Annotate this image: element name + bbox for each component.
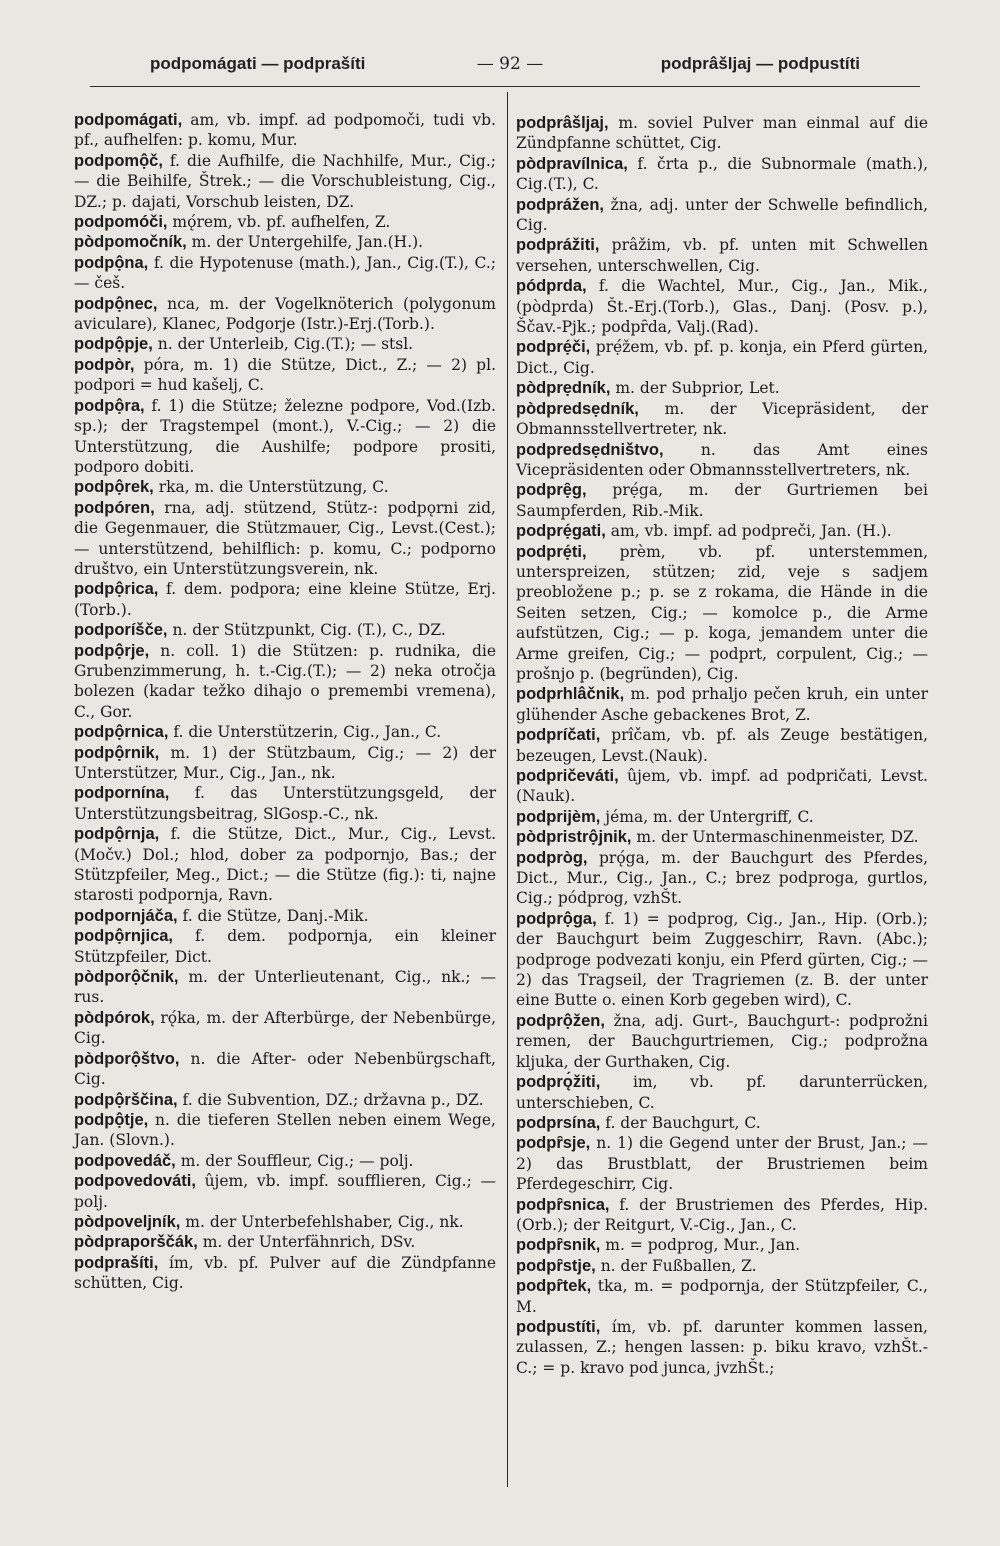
entry-definition: m. = podprog, Mur., Jan. [600, 1236, 801, 1255]
dictionary-entry [516, 1235, 928, 1255]
entry-definition: f. 1) = podprog, Cig., Jan., Hip. (Orb.); der Bauchgurt beim Zuggeschirr, Ravn. (Abc.); podproge podvezati konju, ein Pferd gürten, Cig.; — 2) das Tragseil, der Tragriemen (z. B. der unter eine Butte o. einen Korb gegeben wird), C. [516, 909, 928, 1010]
entry-definition: m. soviel Pulver man einmal auf die Zündpfanne schüttet, Cig. [516, 114, 928, 153]
entry-headword: podprẹ̑g, [516, 481, 587, 500]
column-divider [507, 92, 508, 1487]
entry-headword: podprẹ́gati, [516, 522, 606, 541]
running-head-left: podpomágati — podprašíti [150, 54, 366, 73]
entry-headword: podpredsẹdništvo, [516, 440, 664, 459]
dictionary-entry [74, 722, 496, 742]
entry-headword: podpộrica, [74, 580, 159, 599]
entry-headword: podprâšljaj, [516, 114, 609, 132]
header-rule [90, 86, 920, 87]
entry-headword: podpomágati, [74, 111, 183, 129]
dictionary-entry [516, 1276, 928, 1317]
running-head-right: podprâšljaj — podpustíti [660, 54, 860, 73]
entry-definition: f. die Unterstützerin, Cig., Jan., C. [168, 723, 442, 742]
entry-definition: im, vb. pf. darunterrücken, unterschieben, C. [516, 1073, 928, 1112]
entry-headword: podprážiti, [516, 236, 600, 255]
dictionary-entry [74, 1232, 496, 1252]
entry-definition: n. der Unterleib, Cig.(T.); — stsl. [152, 335, 414, 354]
dictionary-entry [74, 579, 496, 620]
right-column [516, 113, 928, 1378]
entry-headword: podpȓsje, [516, 1134, 591, 1153]
running-head [150, 54, 860, 80]
entry-headword: podpộrje, [74, 641, 150, 660]
dictionary-entry [74, 355, 496, 396]
dictionary-entry [74, 967, 496, 1008]
entry-definition: f. die Wachtel, Mur., Cig., Jan., Mik., (pòdprda) Št.-Erj.(Torb.), Glas., Danj. (Posv. p.), Ščav.-Pjk.; podpȓda, Valj.(Rad). [516, 277, 928, 337]
entry-headword: podpộrnjica, [74, 927, 173, 946]
entry-definition: rǫ́ka, m. der Afterbürge, der Nebenbürge, Cig. [74, 1008, 496, 1048]
entry-definition: m. der Unterlieutenant, Cig., nk.; — rus. [74, 968, 496, 1007]
entry-headword: podprijèm, [516, 807, 601, 826]
dictionary-entry [74, 253, 496, 294]
entry-headword: podpovedáč, [74, 1151, 176, 1170]
entry-headword: podpornjáča, [74, 906, 178, 925]
entry-definition: jéma, m. der Untergriff, C. [600, 807, 814, 826]
dictionary-entry [74, 1212, 496, 1232]
entry-headword: podpộrnja, [74, 825, 160, 844]
entry-headword: podpornína, [74, 784, 170, 803]
dictionary-entry [516, 1113, 928, 1133]
entry-definition: rka, m. die Unterstützung, C. [153, 478, 389, 497]
entry-headword: podpȓsnik, [516, 1236, 601, 1255]
dictionary-entry [74, 926, 496, 967]
dictionary-entry [74, 783, 496, 824]
entry-headword: pòdpravílnica, [516, 154, 628, 173]
entry-headword: podpovedováti, [74, 1172, 196, 1191]
entry-definition: f. 1) die Stütze; železne podpore, Vod.(Izb. sp.); der Tragstempel (mont.), V.-Cig.; — 2) die Unterstützung, die Aushilfe; podpore prositi, podporo dobiti. [74, 396, 496, 476]
entry-definition: prèm, vb. pf. unterstemmen, unterspreizen, stützen; zid, veje s sadjem preobložene p.; p. se z rokama, die Hände in die Seiten setzen, Cig.; — komolce p., die Arme aufstützen, Cig.; — p. koga, jemandem unter die Arme greifen, Cig.; — podprt, corpulent, Cig.; — prošnjo p. (begründen), Cig. [516, 542, 928, 683]
entry-headword: podpomóči, [74, 213, 168, 232]
entry-headword: podpóren, [74, 498, 155, 517]
entry-headword: podpộtje, [74, 1110, 149, 1129]
dictionary-entry [516, 440, 928, 481]
entry-headword: podpȓstje, [516, 1256, 596, 1275]
entry-headword: pòdpraporščák, [74, 1233, 198, 1252]
entry-definition: f. črta p., die Subnormale (math.), Cig.(T.), C. [516, 154, 928, 194]
entry-definition: ûjem, vb. impf. ad podpričati, Levst.(Nauk). [516, 767, 928, 806]
entry-definition: f. die Hypotenuse (math.), Jan., Cig.(T.), C.; — češ. [74, 253, 496, 293]
entry-definition: ím, vb. pf. Pulver auf die Zündpfanne schütten, Cig. [74, 1253, 496, 1293]
entry-headword: pòdprẹdník, [516, 379, 611, 398]
entry-definition: m. der Souffleur, Cig.; — polj. [175, 1151, 414, 1170]
entry-definition: m. 1) der Stützbaum, Cig.; — 2) der Unterstützer, Mur., Cig., Jan., nk. [74, 743, 496, 782]
dictionary-entry [74, 477, 496, 497]
entry-definition: žna, adj. Gurt-, Bauchgurt-: podprožni remen, der Bauchgurtriemen, Cig.; podprožna kljuka, der Gurthaken, Cig. [516, 1011, 928, 1071]
entry-definition: prâžim, vb. pf. unten mit Schwellen versehen, unterschwellen, Cig. [516, 236, 928, 275]
entry-headword: pòdporộštvo, [74, 1049, 180, 1068]
entry-definition: n. das Amt eines Vicepräsidenten oder Obmannsstellvertreters, nk. [516, 440, 928, 479]
left-column [74, 110, 496, 1294]
dictionary-entry [74, 151, 496, 212]
dictionary-entry [74, 743, 496, 784]
entry-headword: podprộga, [516, 909, 597, 928]
dictionary-entry [516, 684, 928, 725]
dictionary-entry [74, 641, 496, 723]
entry-headword: podpộnec, [74, 294, 158, 313]
entry-definition: am, vb. impf. ad podpreči, Jan. (H.). [605, 522, 892, 541]
page-number: — 92 — [476, 54, 544, 74]
entry-headword: podprẹ́ti, [516, 542, 587, 561]
dictionary-entry [516, 848, 928, 909]
entry-headword: podpȓtek, [516, 1277, 592, 1296]
dictionary-entry [516, 1256, 928, 1276]
dictionary-entry [74, 334, 496, 354]
entry-headword: podpộpje, [74, 335, 153, 354]
entry-definition: f. die Stütze, Dict., Mur., Cig., Levst.(Močv.) Dol.; hlod, dober za podpornjo, Bas.; der Stützpfeiler, Meg., Dict.; — die Stütze (fig.): ti, najne starosti podpornja, Ravn. [74, 825, 496, 905]
dictionary-entry [74, 1253, 496, 1294]
dictionary-entry [516, 113, 928, 154]
dictionary-entry [74, 1090, 496, 1110]
dictionary-entry [516, 154, 928, 195]
dictionary-entry [74, 906, 496, 926]
entry-definition: póra, m. 1) die Stütze, Dict., Z.; — 2) pl. podpori = hud kašelj, C. [74, 355, 496, 395]
dictionary-entry [516, 195, 928, 236]
entry-headword: podpộrščina, [74, 1090, 178, 1109]
entry-headword: podprážen, [516, 195, 605, 214]
dictionary-entry [516, 521, 928, 541]
dictionary-entry [516, 1072, 928, 1113]
dictionary-entry [516, 399, 928, 440]
entry-definition: n. coll. 1) die Stützen: p. rudnika, die Grubenzimmerung, h. t.-Cig.(T.); — 2) neka otročja bolezen (kadar težko dihajo o premembi vremena), C., Gor. [74, 641, 496, 721]
dictionary-entry [516, 378, 928, 398]
dictionary-entry [516, 480, 928, 521]
entry-definition: f. die Aufhilfe, die Nachhilfe, Mur., Cig.; — die Beihilfe, Štrek.; — die Vorschubleistung, Cig., DZ.; p. dajati, Vorschub leisten, DZ. [74, 151, 496, 211]
entry-headword: podprsína, [516, 1113, 601, 1132]
entry-headword: podpộna, [74, 253, 149, 272]
entry-headword: pòdpórok, [74, 1008, 155, 1027]
entry-definition: prîčam, vb. pf. als Zeuge bestätigen, bezeugen, Levst.(Nauk). [516, 726, 928, 765]
entry-headword: podpričeváti, [516, 767, 619, 785]
entry-headword: podpộrek, [74, 478, 154, 497]
dictionary-entry [74, 1008, 496, 1049]
entry-headword: podpríčati, [516, 726, 601, 745]
entry-headword: podpròg, [516, 848, 588, 867]
entry-headword: podprašíti, [74, 1253, 159, 1272]
entry-headword: pòdporộčnik, [74, 968, 179, 987]
entry-headword: podpộrnik, [74, 743, 160, 762]
dictionary-entry [74, 232, 496, 252]
dictionary-entry [516, 1317, 928, 1378]
entry-definition: m. der Unterbefehlshaber, Cig., nk. [180, 1212, 464, 1231]
dictionary-entry [74, 1049, 496, 1090]
entry-definition: prẹ́žem, vb. pf. p. konja, ein Pferd gürten, Dict., Cig. [516, 338, 928, 377]
entry-definition: prǫ́ga, m. der Bauchgurt des Pferdes, Dict., Mur., Cig., Jan., C.; brez podproga, gurtlos, Cig.; pódprog, vzhŠt. [516, 848, 928, 908]
entry-definition: prẹ́ga, m. der Gurtriemen bei Saumpferden, Rib.-Mik. [516, 481, 928, 520]
entry-headword: pòdpredsẹdník, [516, 399, 639, 418]
entry-headword: podpustíti, [516, 1317, 601, 1336]
entry-definition: tka, m. = podpornja, der Stützpfeiler, C., M. [516, 1277, 928, 1316]
entry-definition: am, vb. impf. ad podpomoči, tudi vb. pf., aufhelfen: p. komu, Mur. [74, 111, 496, 150]
entry-definition: f. das Unterstützungsgeld, der Unterstützungsbeitrag, SlGosp.-C., nk. [74, 784, 496, 823]
dictionary-entry [516, 1011, 928, 1072]
dictionary-entry [516, 235, 928, 276]
entry-headword: podprhlâčnik, [516, 685, 625, 704]
entry-headword: pódprda, [516, 277, 587, 296]
entry-definition: n. 1) die Gegend unter der Brust, Jan.; — 2) das Brustblatt, der Brustriemen beim Pferdegeschirr, Cig. [516, 1134, 928, 1194]
entry-definition: n. der Fußballen, Z. [595, 1256, 757, 1275]
dictionary-entry [516, 807, 928, 827]
dictionary-entry [516, 1133, 928, 1194]
entry-definition: f. der Bauchgurt, C. [600, 1113, 761, 1132]
entry-definition: žna, adj. unter der Schwelle befindlich, Cig. [516, 195, 928, 235]
dictionary-entry [516, 542, 928, 685]
entry-headword: podprẹ́či, [516, 338, 591, 357]
entry-headword: podpȓsnica, [516, 1195, 610, 1214]
dictionary-entry [516, 276, 928, 337]
entry-headword: podpộrnica, [74, 723, 169, 742]
entry-headword: pòdpoveljník, [74, 1212, 181, 1231]
dictionary-entry [516, 725, 928, 766]
dictionary-entry [516, 827, 928, 847]
dictionary-entry [74, 824, 496, 906]
entry-definition: f. der Brustriemen des Pferdes, Hip.(Orb.); der Reitgurt, V.-Cig., Jan., C. [516, 1195, 928, 1234]
entry-definition: m. der Untergehilfe, Jan.(H.). [186, 233, 424, 252]
entry-definition: ûjem, vb. impf. soufflieren, Cig.; — polj. [74, 1172, 496, 1211]
entry-definition: m. der Unterfähnrich, DSv. [197, 1233, 416, 1252]
dictionary-entry [74, 110, 496, 151]
entry-definition: f. dem. podpornja, ein kleiner Stützpfeiler, Dict. [74, 927, 496, 966]
entry-definition: f. die Stütze, Danj.-Mik. [177, 906, 369, 925]
entry-definition: n. der Stützpunkt, Cig. (T.), C., DZ. [167, 621, 446, 640]
entry-definition: m. der Vicepräsident, der Obmannsstellvertreter, nk. [516, 399, 928, 439]
entry-definition: m. pod prhaljo pečen kruh, ein unter glühender Asche gebackenes Brot, Z. [516, 685, 928, 724]
entry-definition: f. dem. podpora; eine kleine Stütze, Erj.(Torb.). [74, 580, 496, 619]
dictionary-entry [74, 294, 496, 335]
dictionary-entry [74, 620, 496, 640]
entry-headword: podpomộč, [74, 151, 163, 170]
entry-headword: podpòr, [74, 355, 135, 374]
entry-definition: ím, vb. pf. darunter kommen lassen, zulassen, Z.; hengen lassen: p. biku kravo, vzhŠt.-C.; = p. kravo pod junca, jvzhŠt.; [516, 1317, 928, 1377]
entry-definition: n. die tieferen Stellen neben einem Wege, Jan. (Slovn.). [74, 1110, 496, 1150]
entry-headword: podpộra, [74, 396, 145, 415]
dictionary-entry [516, 766, 928, 807]
dictionary-entry [74, 396, 496, 478]
dictionary-entry [516, 1195, 928, 1236]
entry-definition: nca, m. der Vogelknöterich (polygonum aviculare), Klanec, Podgorje (Istr.)-Erj.(Torb.). [74, 294, 496, 334]
entry-definition: f. die Subvention, DZ.; državna p., DZ. [177, 1090, 484, 1109]
entry-headword: podprǫ́žiti, [516, 1073, 601, 1092]
dictionary-entry [516, 337, 928, 378]
entry-definition: mǫ́rem, vb. pf. aufhelfen, Z. [167, 213, 391, 232]
entry-definition: m. der Subprior, Let. [610, 379, 780, 398]
dictionary-entry [74, 498, 496, 580]
dictionary-entry [74, 212, 496, 232]
dictionary-entry [74, 1151, 496, 1171]
entry-headword: podporíšče, [74, 621, 168, 640]
entry-definition: n. die After- oder Nebenbürgschaft, Cig. [74, 1049, 496, 1089]
entry-headword: pòdpristrộjnik, [516, 828, 632, 847]
entry-definition: rna, adj. stützend, Stütz-: podpǫrni zid, die Gegenmauer, die Stützmauer, Cig., Levst.(Cest.); — unterstützend, behilflich: p. komu, C.; podporno društvo, ein Unterstützungsverein, nk. [74, 498, 496, 578]
entry-headword: pòdpomočník, [74, 233, 187, 252]
entry-definition: m. der Untermaschinenmeister, DZ. [631, 828, 919, 847]
dictionary-entry [516, 909, 928, 1011]
dictionary-entry [74, 1171, 496, 1212]
entry-headword: podprộžen, [516, 1011, 605, 1030]
dictionary-entry [74, 1110, 496, 1151]
